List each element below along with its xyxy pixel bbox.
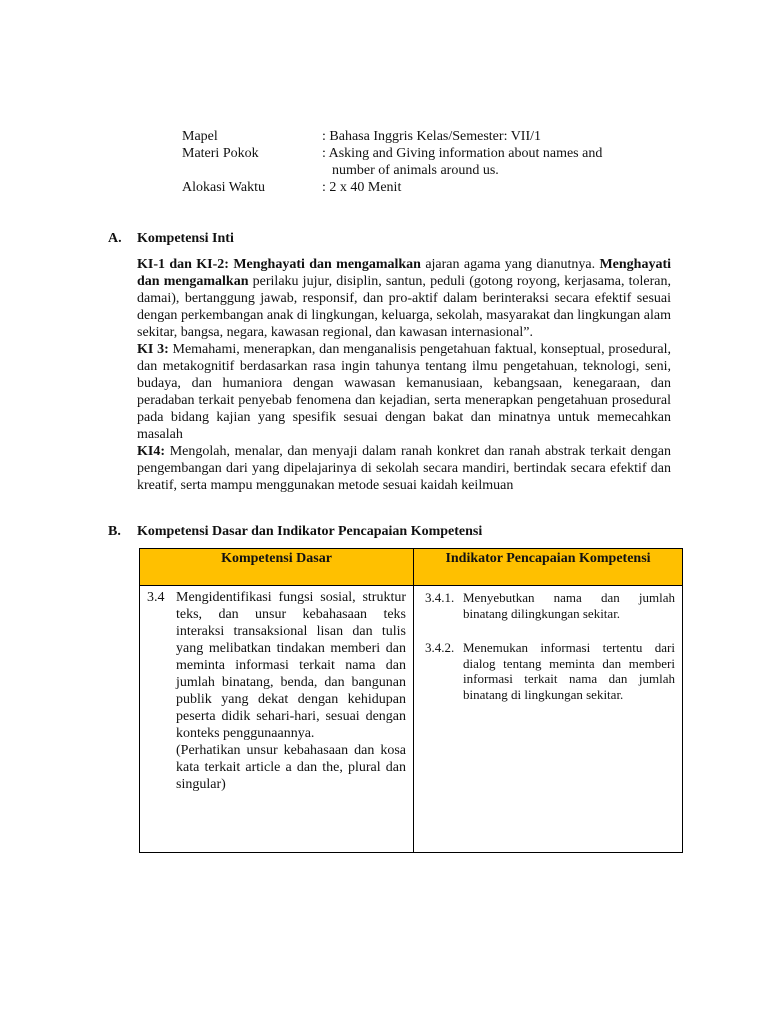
indikator-cell [414, 586, 683, 853]
ki-1-2-text-2: perilaku jujur, disiplin, santun, peduli (gotong royong, kerjasama, toleran, damai), bertanggung jawab, responsif, dan pro-aktif dalam berinteraksi secara efektif sesuai dengan perkembangan anak di lingkungan, keluarga, sekolah, masyarakat dan lingkungan alam sekitar, bangsa, negara, kawasan regional, dan kawasan internasional”. [137, 274, 671, 340]
ki-4-label: KI4: [137, 444, 165, 459]
materi-value-line1: : Asking and Giving information about names and [322, 146, 603, 161]
indicator-text: Menemukan informasi tertentu dari dialog tentang meminta dan memberi informasi terkait nama dan jumlah binatang di lingkungan sekitar. [463, 640, 675, 702]
mapel-label: Mapel [182, 129, 218, 144]
section-a-title: Kompetensi Inti [137, 231, 234, 246]
info-row-mapel [182, 128, 652, 145]
kd-note: (Perhatikan unsur kebahasaan dan kosa kata terkait article a dan the, plural dan singular) [176, 743, 406, 792]
ki-3-text: Memahami, menerapkan, dan menganalisis pengetahuan faktual, konseptual, prosedural, dan metakognitif berdasarkan rasa ingin tahunya tentang ilmu pengetahuan, teknologi, seni, budaya, dan humaniora dengan wawasan kemanusiaan, kebangsaan, kenegaraan, dan peradaban terkait penyebab fenomena dan kejadian, serta menerapkan pengetahuan prosedural pada bidang kajian yang spesifik sesuai dengan bakat dan minatnya untuk memecahkan masalah [137, 342, 672, 442]
alokasi-value: : 2 x 40 Menit [322, 180, 402, 195]
ki-1-2-label: KI-1 dan KI-2: Menghayati dan mengamalkan [137, 257, 421, 272]
table-header-row [140, 549, 683, 586]
indicator-item [425, 640, 675, 702]
section-a-letter: A. [108, 231, 122, 246]
ki-4-text: Mengolah, menalar, dan menyaji dalam ranah konkret dan ranah abstrak terkait dengan pengembangan dari yang dipelajarinya di sekolah secara mandiri, bertindak secara efektif dan kreatif, serta mampu menggunakan metode sesuai kaidah keilmuan [137, 444, 671, 493]
ki-3-label: KI 3: [137, 342, 169, 357]
section-b-title: Kompetensi Dasar dan Indikator Pencapaian Kompetensi [137, 524, 483, 539]
lesson-info [182, 128, 652, 196]
kompetensi-dasar-header: Kompetensi Dasar [140, 549, 414, 586]
info-row-materi [182, 145, 652, 179]
section-b-heading [108, 524, 482, 540]
kompetensi-inti [137, 256, 671, 494]
kompetensi-table [139, 548, 683, 853]
materi-value [322, 145, 652, 179]
indicator-text: Menyebutkan nama dan jumlah binatang dilingkungan sekitar. [463, 590, 675, 621]
materi-label: Materi Pokok [182, 146, 259, 161]
ki-1-2-emphasis: Menghayati dan mengamalkan [137, 257, 671, 289]
section-a-heading [108, 231, 234, 247]
info-row-alokasi [182, 179, 652, 196]
table-row [140, 586, 683, 853]
indikator-header: Indikator Pencapaian Kompetensi [414, 549, 683, 586]
indicator-item [425, 590, 675, 621]
alokasi-label: Alokasi Waktu [182, 180, 265, 195]
ki-4-paragraph [137, 443, 671, 494]
mapel-value: : Bahasa Inggris Kelas/Semester: VII/1 [322, 129, 542, 144]
indicator-number: 3.4.2. [425, 640, 455, 655]
ki-3-paragraph [137, 341, 671, 443]
indicator-number: 3.4.1. [425, 590, 455, 605]
kompetensi-dasar-cell [140, 586, 414, 853]
materi-value-line2: number of animals around us. [332, 163, 499, 178]
kd-text: Mengidentifikasi fungsi sosial, struktur teks, dan unsur kebahasaan teks interaksi transaksional lisan dan tulis yang melibatkan tindakan memberi dan meminta informasi terkait nama dan jumlah binatang, benda, dan bangunan publik yang dekat dengan kehidupan peserta didik sehari-hari, sesuai dengan konteks penggunaannya. [176, 590, 406, 741]
section-b-letter: B. [108, 524, 121, 539]
kd-number: 3.4 [147, 590, 165, 605]
ki-1-2-text-1: ajaran agama yang dianutnya. [420, 257, 600, 272]
ki-1-2-paragraph [137, 256, 671, 341]
